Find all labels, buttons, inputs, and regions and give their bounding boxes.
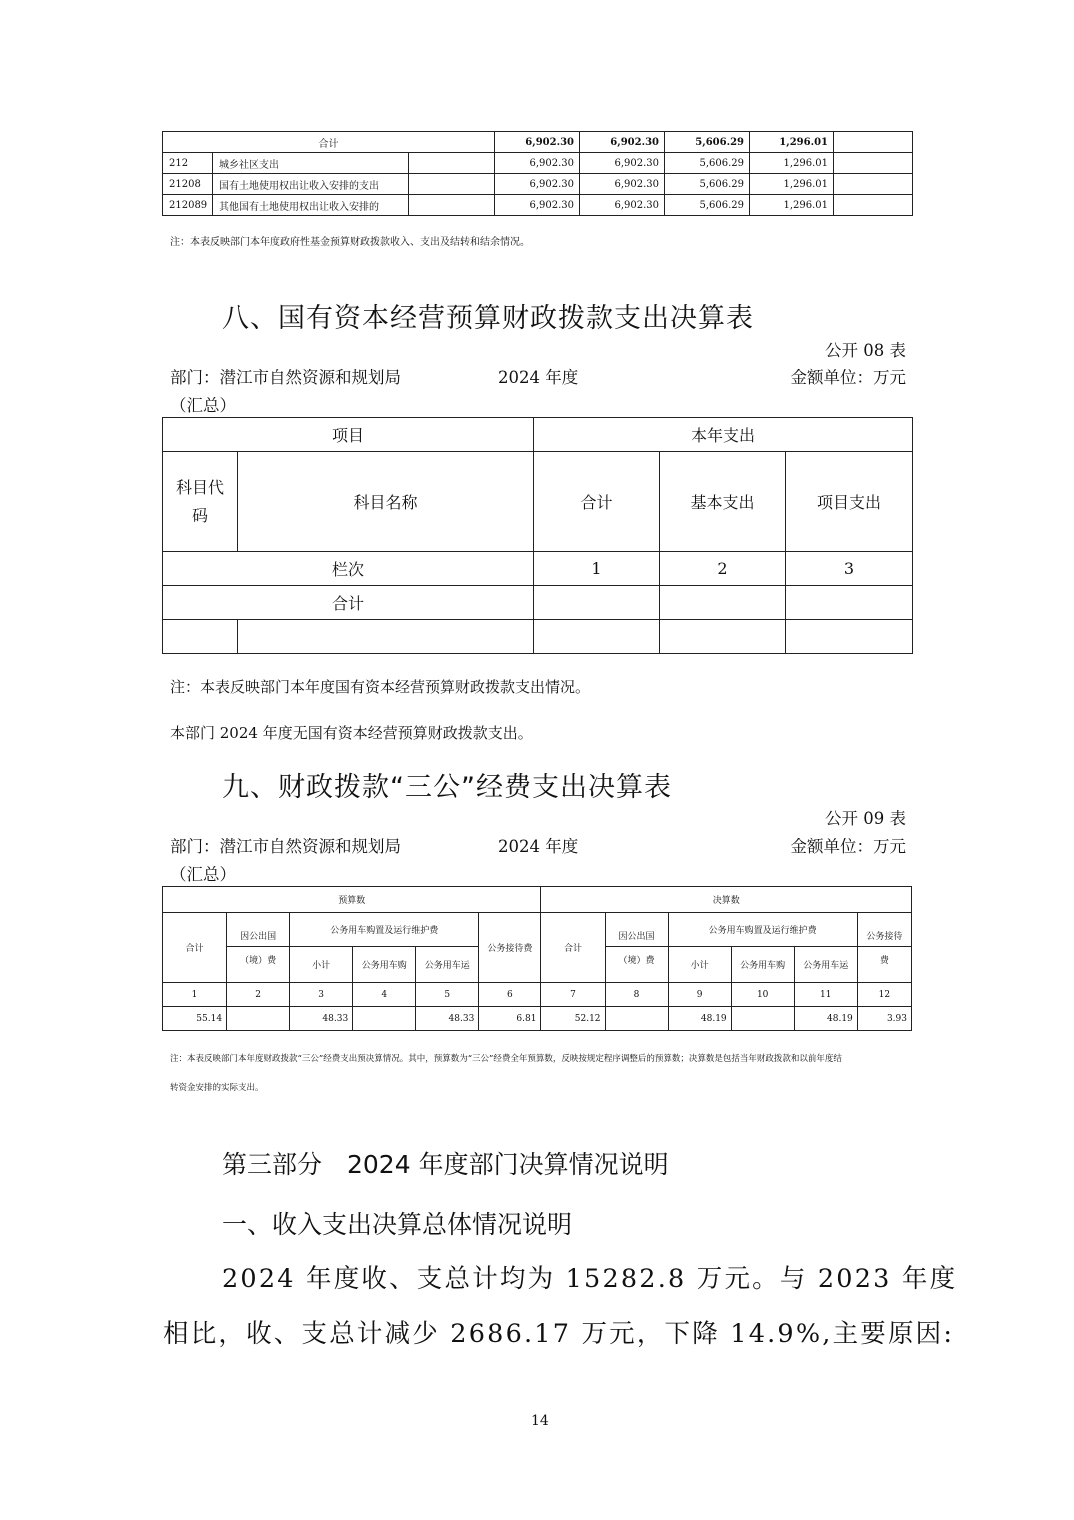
paragraph-line: 相比，收、支总计减少 2686.17 万元，下降 14.9%,主要原因: xyxy=(163,1319,955,1349)
header-abroad: 因公出国 xyxy=(227,913,290,947)
row-value: 6,902.30 xyxy=(495,195,580,216)
table-row xyxy=(163,195,913,216)
amount-unit: 金额单位：万元 xyxy=(790,368,906,387)
header-operation: 公务用车运 xyxy=(416,947,479,983)
header-basic: 基本支出 xyxy=(660,452,786,552)
department: 部门：潜江市自然资源和规划局 xyxy=(170,837,401,856)
table-row xyxy=(163,418,913,452)
page-number: 14 xyxy=(531,1413,549,1429)
header-total: 合计 xyxy=(163,913,227,983)
row-name: 城乡社区支出 xyxy=(213,153,409,174)
table-row xyxy=(163,452,913,552)
table-row xyxy=(163,913,912,947)
three-public-expenses-table xyxy=(162,886,912,1031)
total-value: 6,902.30 xyxy=(495,132,580,153)
table-row xyxy=(163,174,913,195)
value-cell: 52.12 xyxy=(541,1007,605,1031)
fiscal-year: 2024 年度 xyxy=(498,837,579,856)
row-value: 6,902.30 xyxy=(495,174,580,195)
value-cell: 3.93 xyxy=(857,1007,911,1031)
row-value: 1,296.01 xyxy=(750,174,834,195)
value-cell xyxy=(353,1007,416,1031)
total-value: 6,902.30 xyxy=(580,132,665,153)
table-row xyxy=(163,983,912,1007)
department: 部门：潜江市自然资源和规划局 xyxy=(170,368,401,387)
header-project: 项目支出 xyxy=(786,452,913,552)
column-number: 3 xyxy=(290,983,353,1007)
summary-label: （汇总） xyxy=(170,396,236,415)
row-value: 6,902.30 xyxy=(580,195,665,216)
column-number: 2 xyxy=(227,983,290,1007)
row-code: 212089 xyxy=(163,195,213,216)
header-abroad-cont: （境）费 xyxy=(227,947,290,983)
section-title: 九、财政拨款“三公”经费支出决算表 xyxy=(222,772,672,803)
table-note-cont: 转资金安排的实际支出。 xyxy=(170,1083,264,1093)
header-actual: 决算数 xyxy=(541,887,912,913)
table-row xyxy=(163,552,913,586)
header-reception-cont: 费 xyxy=(857,947,911,983)
total-value: 5,606.29 xyxy=(665,132,750,153)
row-value: 6,902.30 xyxy=(495,153,580,174)
column-number: 3 xyxy=(786,552,913,586)
fund-budget-table xyxy=(162,131,913,216)
table-row xyxy=(163,1007,912,1031)
no-expenditure-statement: 本部门 2024 年度无国有资本经营预算财政拨款支出。 xyxy=(170,724,533,742)
total-value: 1,296.01 xyxy=(750,132,834,153)
header-name: 科目名称 xyxy=(238,452,534,552)
value-cell xyxy=(605,1007,668,1031)
header-abroad-cont: （境）费 xyxy=(605,947,668,983)
row-name: 其他国有土地使用权出让收入安排的 xyxy=(213,195,409,216)
value-cell: 48.33 xyxy=(416,1007,479,1031)
fiscal-year: 2024 年度 xyxy=(498,368,579,387)
column-number: 4 xyxy=(353,983,416,1007)
column-number: 5 xyxy=(416,983,479,1007)
header-code: 科目代码 xyxy=(163,452,238,552)
form-number: 公开 09 表 xyxy=(825,809,906,828)
table-note: 注：本表反映部门本年度国有资本经营预算财政拨款支出情况。 xyxy=(170,678,591,696)
column-number: 10 xyxy=(731,983,794,1007)
header-reception: 公务接待 xyxy=(857,913,911,947)
header-operation: 公务用车运 xyxy=(794,947,857,983)
header-budget: 预算数 xyxy=(163,887,541,913)
table-row xyxy=(163,620,913,654)
value-cell: 48.19 xyxy=(668,1007,731,1031)
table-row xyxy=(163,153,913,174)
column-number: 2 xyxy=(660,552,786,586)
table-note: 注：本表反映部门本年度财政拨款“三公”经费支出预决算情况。其中，预算数为“三公”经费全年预算数，反映按规定程序调整后的预算数；决算数是包括当年财政拨款和以前年度结 xyxy=(170,1054,842,1064)
header-vehicle: 公务用车购置及运行维护费 xyxy=(290,913,479,947)
row-value: 5,606.29 xyxy=(665,195,750,216)
value-cell: 48.19 xyxy=(794,1007,857,1031)
paragraph-line: 2024 年度收、支总计均为 15282.8 万元。与 2023 年度 xyxy=(222,1264,958,1294)
table-row xyxy=(163,887,912,913)
column-number: 7 xyxy=(541,983,605,1007)
state-capital-table xyxy=(162,417,913,654)
header-item: 项目 xyxy=(163,418,534,452)
column-number: 11 xyxy=(794,983,857,1007)
value-cell: 55.14 xyxy=(163,1007,227,1031)
column-number: 1 xyxy=(534,552,660,586)
value-cell: 6.81 xyxy=(479,1007,541,1031)
header-current-year: 本年支出 xyxy=(534,418,913,452)
column-number: 1 xyxy=(163,983,227,1007)
summary-label: （汇总） xyxy=(170,865,236,884)
amount-unit: 金额单位：万元 xyxy=(790,837,906,856)
header-total: 合计 xyxy=(534,452,660,552)
header-subtotal: 小计 xyxy=(668,947,731,983)
row-value: 6,902.30 xyxy=(580,174,665,195)
column-number: 9 xyxy=(668,983,731,1007)
column-number: 8 xyxy=(605,983,668,1007)
header-abroad: 因公出国 xyxy=(605,913,668,947)
header-total: 合计 xyxy=(541,913,605,983)
table-row xyxy=(163,586,913,620)
section-title: 八、国有资本经营预算财政拨款支出决算表 xyxy=(222,303,754,334)
header-subtotal: 小计 xyxy=(290,947,353,983)
table-row xyxy=(163,132,913,153)
part-heading: 第三部分 2024 年度部门决算情况说明 xyxy=(222,1150,669,1179)
sub-heading: 一、收入支出决算总体情况说明 xyxy=(222,1210,573,1239)
row-name: 国有土地使用权出让收入安排的支出 xyxy=(213,174,409,195)
header-reception: 公务接待费 xyxy=(479,913,541,983)
header-vehicle: 公务用车购置及运行维护费 xyxy=(668,913,857,947)
row-value: 6,902.30 xyxy=(580,153,665,174)
value-cell xyxy=(227,1007,290,1031)
header-purchase: 公务用车购 xyxy=(731,947,794,983)
column-label: 栏次 xyxy=(163,552,534,586)
total-label: 合计 xyxy=(163,586,534,620)
form-number: 公开 08 表 xyxy=(825,341,906,360)
total-label: 合计 xyxy=(163,132,495,153)
value-cell: 48.33 xyxy=(290,1007,353,1031)
row-code: 21208 xyxy=(163,174,213,195)
column-number: 6 xyxy=(479,983,541,1007)
row-code: 212 xyxy=(163,153,213,174)
row-value: 1,296.01 xyxy=(750,153,834,174)
row-value: 1,296.01 xyxy=(750,195,834,216)
value-cell xyxy=(731,1007,794,1031)
column-number: 12 xyxy=(857,983,911,1007)
row-value: 5,606.29 xyxy=(665,174,750,195)
table-note: 注：本表反映部门本年度政府性基金预算财政拨款收入、支出及结转和结余情况。 xyxy=(170,237,530,248)
row-value: 5,606.29 xyxy=(665,153,750,174)
header-purchase: 公务用车购 xyxy=(353,947,416,983)
